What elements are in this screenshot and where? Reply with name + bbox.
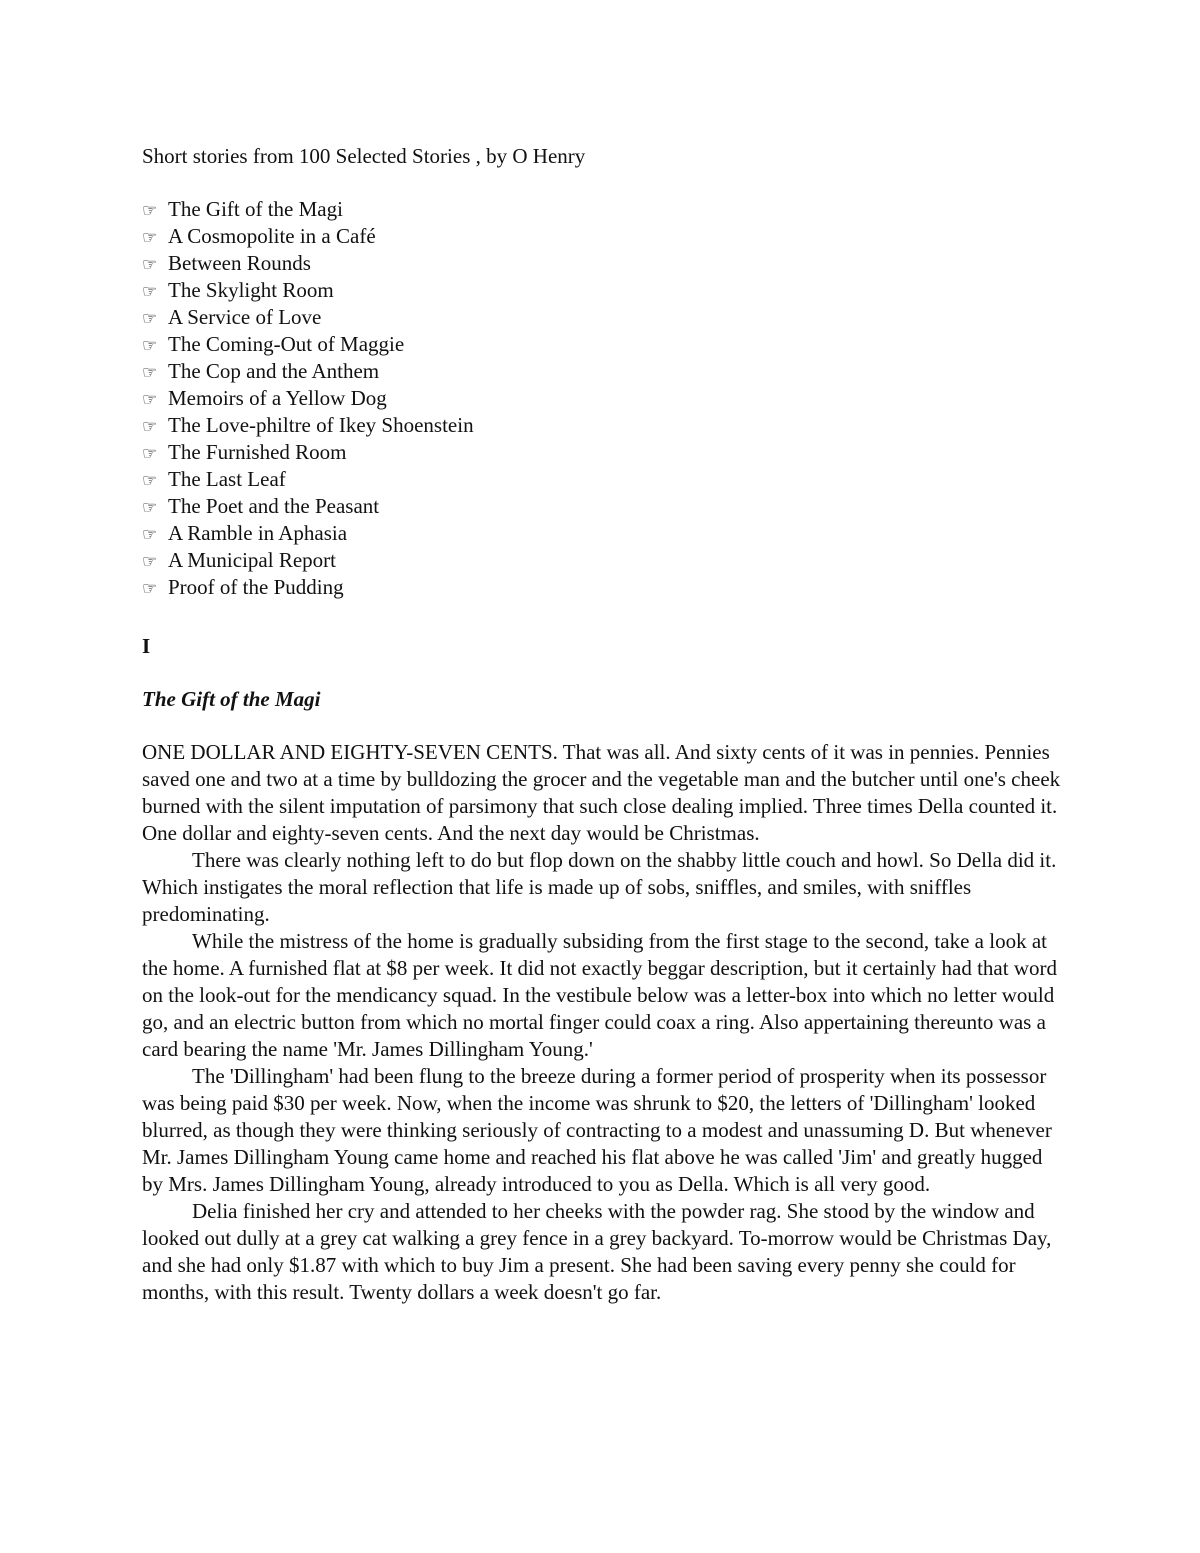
- toc-item-label: The Last Leaf: [168, 467, 286, 491]
- toc-item[interactable]: [142, 439, 474, 466]
- pointing-hand-icon: ☞: [142, 201, 158, 220]
- toc-item[interactable]: [142, 520, 474, 547]
- pointing-hand-icon: ☞: [142, 498, 158, 517]
- pointing-hand-icon: ☞: [142, 363, 158, 382]
- pointing-hand-icon: ☞: [142, 228, 158, 247]
- story-title: The Gift of the Magi: [142, 687, 321, 711]
- toc-item[interactable]: [142, 250, 474, 277]
- toc-item-label: Proof of the Pudding: [168, 575, 344, 599]
- pointing-hand-icon: ☞: [142, 417, 158, 436]
- pointing-hand-icon: ☞: [142, 579, 158, 598]
- toc-item-label: The Gift of the Magi: [168, 197, 343, 221]
- pointing-hand-icon: ☞: [142, 444, 158, 463]
- toc-item[interactable]: [142, 493, 474, 520]
- toc-item-label: Memoirs of a Yellow Dog: [168, 386, 387, 410]
- story-paragraph: There was clearly nothing left to do but flop down on the shabby little couch and howl. So Della did it. Which instigates the moral reflection that life is made up of sobs, sniffles, and smiles, with sniffles predominating.: [142, 848, 1057, 926]
- toc-item[interactable]: [142, 466, 474, 493]
- story-paragraph: Delia finished her cry and attended to her cheeks with the powder rag. She stood by the window and looked out dully at a grey cat walking a grey fence in a grey backyard. To-morrow would be Christmas Day, and she had only $1.87 with which to buy Jim a present. She had been saving every penny she could for months, with this result. Twenty dollars a week doesn't go far.: [142, 1199, 1052, 1304]
- pointing-hand-icon: ☞: [142, 552, 158, 571]
- pointing-hand-icon: ☞: [142, 471, 158, 490]
- pointing-hand-icon: ☞: [142, 390, 158, 409]
- toc-item-label: The Love-philtre of Ikey Shoenstein: [168, 413, 474, 437]
- story-paragraph: While the mistress of the home is gradually subsiding from the first stage to the second, take a look at the home. A furnished flat at $8 per week. It did not exactly beggar description, but it certainly had that word on the look-out for the mendicancy squad. In the vestibule below was a letter-box into which no letter would go, and an electric button from which no mortal finger could coax a ring. Also appertaining thereunto was a card bearing the name 'Mr. James Dillingham Young.': [142, 929, 1057, 1061]
- pointing-hand-icon: ☞: [142, 282, 158, 301]
- toc-item-label: The Coming-Out of Maggie: [168, 332, 405, 356]
- toc-item-label: A Ramble in Aphasia: [168, 521, 348, 545]
- toc-item-label: The Poet and the Peasant: [168, 494, 380, 518]
- toc-item-label: The Cop and the Anthem: [168, 359, 380, 383]
- toc-item[interactable]: [142, 574, 474, 601]
- document-heading: Short stories from 100 Selected Stories , by O Henry: [142, 144, 586, 168]
- document-content: [142, 143, 1072, 1304]
- pointing-hand-icon: ☞: [142, 336, 158, 355]
- story-paragraph: The 'Dillingham' had been flung to the breeze during a former period of prosperity when its possessor was being paid $30 per week. Now, when the income was shrunk to $20, the letters of 'Dillingham' looked blurred, as though they were thinking seriously of contracting to a modest and unassuming D. But whenever Mr. James Dillingham Young came home and reached his flat above he was called 'Jim' and greatly hugged by Mrs. James Dillingham Young, already introduced to you as Della. Which is all very good.: [142, 1064, 1052, 1196]
- story-body: [142, 739, 1067, 1306]
- toc-item[interactable]: [142, 385, 474, 412]
- toc-item-label: A Service of Love: [168, 305, 322, 329]
- section-number: I: [142, 634, 151, 658]
- pointing-hand-icon: ☞: [142, 525, 158, 544]
- toc-item[interactable]: [142, 331, 474, 358]
- toc-item[interactable]: [142, 547, 474, 574]
- pointing-hand-icon: ☞: [142, 255, 158, 274]
- toc-item-label: A Cosmopolite in a Café: [168, 224, 376, 248]
- toc-item-label: The Furnished Room: [168, 440, 347, 464]
- toc-item[interactable]: [142, 304, 474, 331]
- toc-item-label: A Municipal Report: [168, 548, 336, 572]
- story-paragraph: ONE DOLLAR AND EIGHTY-SEVEN CENTS. That was all. And sixty cents of it was in pennies. Pennies saved one and two at a time by bulldozing the grocer and the vegetable man and the butcher until one's cheek burned with the silent imputation of parsimony that such close dealing implied. Three times Della counted it. One dollar and eighty-seven cents. And the next day would be Christmas.: [142, 740, 1061, 845]
- pointing-hand-icon: ☞: [142, 309, 158, 328]
- toc-item[interactable]: [142, 277, 474, 304]
- toc-item[interactable]: [142, 412, 474, 439]
- toc-item[interactable]: [142, 196, 474, 223]
- toc-item-label: Between Rounds: [168, 251, 311, 275]
- toc-item[interactable]: [142, 223, 474, 250]
- table-of-contents: [142, 196, 474, 601]
- toc-item-label: The Skylight Room: [168, 278, 334, 302]
- toc-item[interactable]: [142, 358, 474, 385]
